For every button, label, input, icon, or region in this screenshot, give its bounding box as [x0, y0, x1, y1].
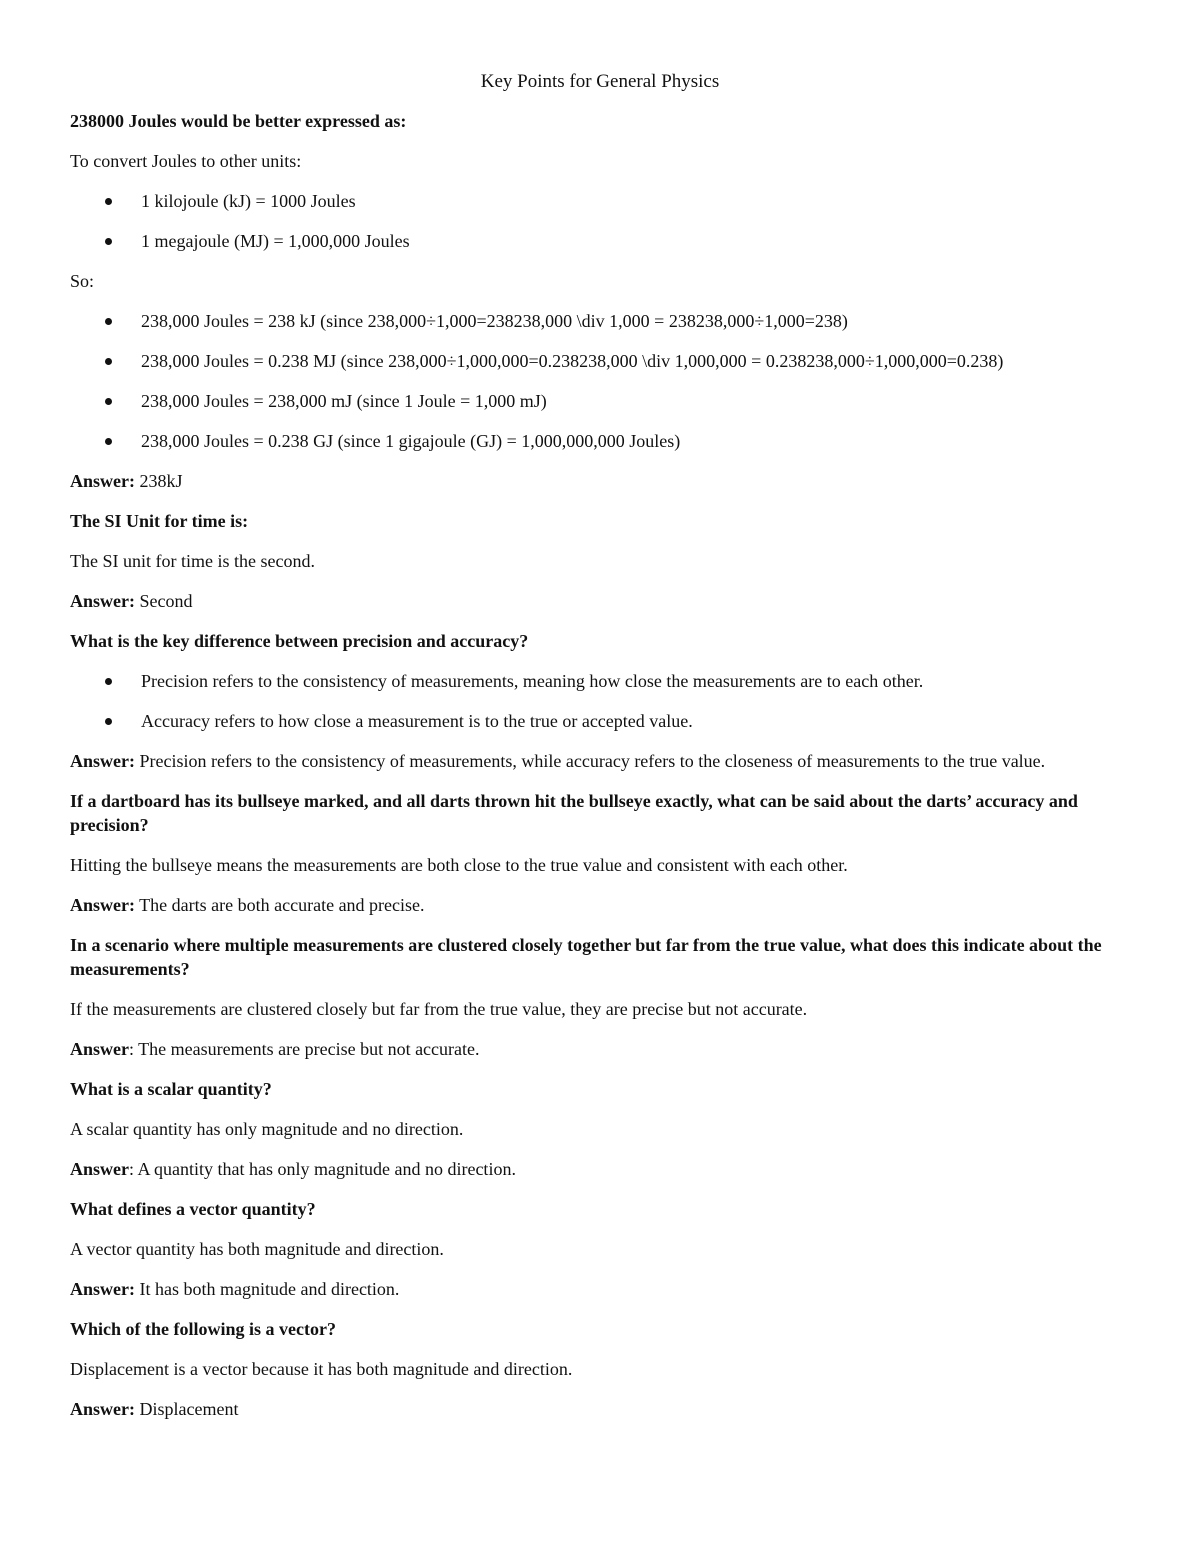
question-which-vector: Which of the following is a vector? — [70, 1319, 336, 1339]
explanation-convert: To convert Joules to other units: — [70, 151, 302, 171]
explanation-which-vector: Displacement is a vector because it has both magnitude and direction. — [70, 1359, 573, 1379]
answer-label: Answer — [70, 1039, 129, 1059]
list-item: 238,000 Joules = 238,000 mJ (since 1 Joule = 1,000 mJ) — [70, 389, 1132, 413]
bullet-list-units — [70, 189, 1132, 253]
question-scalar: What is a scalar quantity? — [70, 1079, 272, 1099]
answer-text: : The measurements are precise but not accurate. — [129, 1039, 480, 1059]
answer-text: Second — [135, 591, 193, 611]
answer-label: Answer: — [70, 751, 135, 771]
question-vector-defines: What defines a vector quantity? — [70, 1199, 316, 1219]
explanation-clustered: If the measurements are clustered closely but far from the true value, they are precise but not accurate. — [70, 999, 808, 1019]
list-item: Accuracy refers to how close a measurement is to the true or accepted value. — [70, 709, 1132, 733]
bullet-list-conversions — [70, 309, 1132, 453]
question-clustered: In a scenario where multiple measurements are clustered closely together but far from the true value, what does this indicate about the measurements? — [70, 935, 1102, 979]
answer-joules — [70, 469, 1132, 493]
explanation-scalar: A scalar quantity has only magnitude and no direction. — [70, 1119, 464, 1139]
question-precision-accuracy: What is the key difference between precision and accuracy? — [70, 631, 529, 651]
answer-text: It has both magnitude and direction. — [135, 1279, 400, 1299]
answer-which-vector — [70, 1397, 1132, 1421]
answer-vector-defines — [70, 1277, 1132, 1301]
answer-si-time — [70, 589, 1132, 613]
list-item: Precision refers to the consistency of measurements, meaning how close the measurements are to each other. — [70, 669, 1132, 693]
answer-text: Displacement — [135, 1399, 239, 1419]
list-item: 238,000 Joules = 0.238 GJ (since 1 gigajoule (GJ) = 1,000,000,000 Joules) — [70, 429, 1132, 453]
explanation-dartboard: Hitting the bullseye means the measurements are both close to the true value and consistent with each other. — [70, 855, 848, 875]
answer-dartboard — [70, 893, 1132, 917]
document-body — [70, 109, 1132, 1437]
list-item: 238,000 Joules = 238 kJ (since 238,000÷1,000=238238,000 \div 1,000 = 238238,000÷1,000=238) — [70, 309, 1132, 333]
question-joules: 238000 Joules would be better expressed as: — [70, 111, 407, 131]
list-item: 1 kilojoule (kJ) = 1000 Joules — [70, 189, 1132, 213]
answer-label: Answer: — [70, 591, 135, 611]
answer-clustered — [70, 1037, 1132, 1061]
explanation-so: So: — [70, 271, 95, 291]
explanation-vector-defines: A vector quantity has both magnitude and direction. — [70, 1239, 444, 1259]
list-item: 238,000 Joules = 0.238 MJ (since 238,000÷1,000,000=0.238238,000 \div 1,000,000 = 0.238238,000÷1,000,000=0.238) — [70, 349, 1132, 373]
list-item: 1 megajoule (MJ) = 1,000,000 Joules — [70, 229, 1132, 253]
answer-text: Precision refers to the consistency of measurements, while accuracy refers to the closeness of measurements to the true value. — [135, 751, 1046, 771]
answer-text: : A quantity that has only magnitude and no direction. — [129, 1159, 516, 1179]
answer-precision-accuracy — [70, 749, 1132, 773]
question-dartboard: If a dartboard has its bullseye marked, and all darts thrown hit the bullseye exactly, what can be said about the darts’ accuracy and precision? — [70, 791, 1078, 835]
answer-text: 238kJ — [135, 471, 183, 491]
answer-text: The darts are both accurate and precise. — [135, 895, 425, 915]
answer-label: Answer: — [70, 1279, 135, 1299]
answer-label: Answer: — [70, 895, 135, 915]
explanation-si-time: The SI unit for time is the second. — [70, 551, 315, 571]
bullet-list-precision — [70, 669, 1132, 733]
document-title: Key Points for General Physics — [480, 71, 720, 92]
answer-label: Answer: — [70, 1399, 135, 1419]
question-si-time: The SI Unit for time is: — [70, 511, 249, 531]
answer-label: Answer — [70, 1159, 129, 1179]
answer-scalar — [70, 1157, 1132, 1181]
answer-label: Answer: — [70, 471, 135, 491]
